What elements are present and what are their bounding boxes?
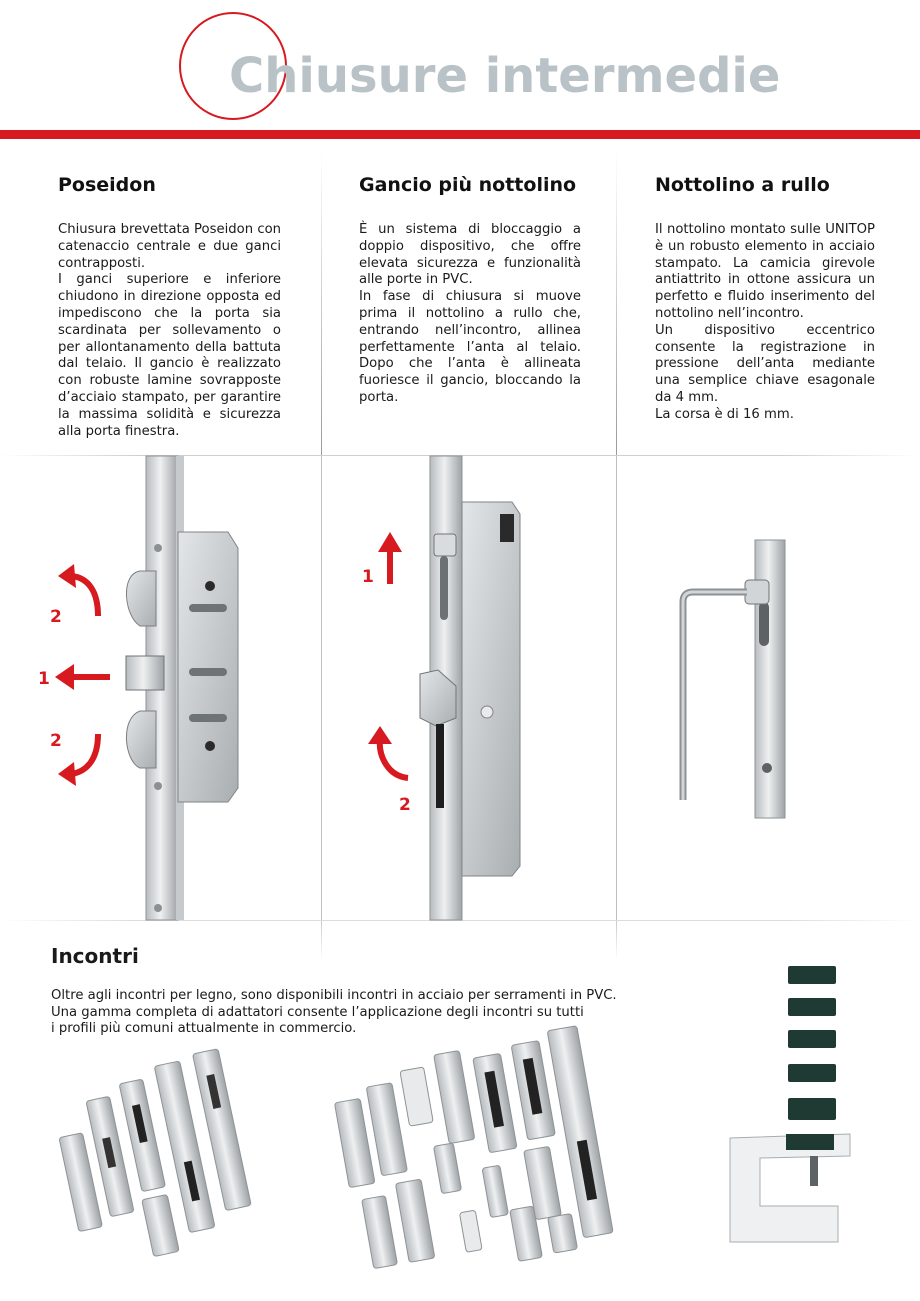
nottolino-rullo-title: Nottolino a rullo [655, 174, 830, 196]
column-divider [616, 920, 617, 960]
arrow-label: 1 [38, 669, 50, 689]
arrow-label: 2 [399, 795, 411, 815]
arrow-label: 2 [50, 607, 62, 627]
gancio-nottolino-description [359, 222, 581, 407]
adapter-profile-illustration [720, 960, 870, 1250]
column-divider [321, 150, 322, 455]
poseidon-lock-illustration [0, 456, 320, 920]
nottolino-paragraph: Il nottolino montato sulle UNITOP è un robusto elemento in acciaio stampato. La camicia girevole antiattrito in ottone assicura un perfetto e fluido inserimento del nottolino nell’incontro. [655, 222, 875, 321]
column-divider [321, 920, 322, 960]
strike-plates-wood-illustration [55, 1055, 285, 1260]
gancio-nottolino-title: Gancio più nottolino [359, 174, 577, 196]
gancio-paragraph: È un sistema di bloccaggio a doppio dispositivo, che offre elevata sicurezza e funzionalità alle porte in PVC. [359, 222, 581, 288]
poseidon-title: Poseidon [58, 174, 156, 196]
red-header-band [0, 130, 920, 139]
column-divider [616, 150, 617, 455]
incontri-line: i profili più comuni attualmente in commercio. [51, 1021, 357, 1037]
nottolino-paragraph: La corsa è di 16 mm. [655, 406, 794, 422]
gancio-paragraph: In fase di chiusura si muove prima il nottolino a rullo che, entrando nell’incontro, allinea perfettamente l’anta al telaio. Dopo che l’anta è allineata fuoriesce il gancio, bloccando la porta. [359, 289, 581, 405]
poseidon-paragraph: I ganci superiore e inferiore chiudono in direzione opposta ed impediscono che la porta sia scardinata per sollevamento o per allontanamento della battuta dal telaio. Il gancio è realizzato con robuste lamine sovrapposte d’acciaio stampato, per garantire la massima solidità e sicurezza alla porta finestra. [58, 272, 281, 439]
nottolino-paragraph: Un dispositivo eccentrico consente la registrazione in pressione dell’anta mediante una semplice chiave esagonale da 4 mm. [655, 322, 875, 405]
arrow-label: 1 [362, 567, 374, 587]
incontri-line: Oltre agli incontri per legno, sono disponibili incontri in acciaio per serramenti in PVC. [51, 988, 617, 1003]
strike-plates-pvc-illustration [340, 1035, 670, 1275]
gancio-nottolino-illustration [322, 456, 616, 920]
poseidon-paragraph: Chiusura brevettata Poseidon con catenaccio centrale e due ganci contrapposti. [58, 222, 281, 271]
incontri-line: Una gamma completa di adattatori consente l’applicazione degli incontri su tutti [51, 1004, 584, 1020]
nottolino-rullo-illustration [617, 456, 920, 920]
poseidon-description [58, 222, 281, 440]
nottolino-rullo-description [655, 222, 875, 424]
arrow-label: 2 [50, 731, 62, 751]
page-title: Chiusure intermedie [229, 48, 781, 104]
incontri-title: Incontri [51, 944, 139, 968]
